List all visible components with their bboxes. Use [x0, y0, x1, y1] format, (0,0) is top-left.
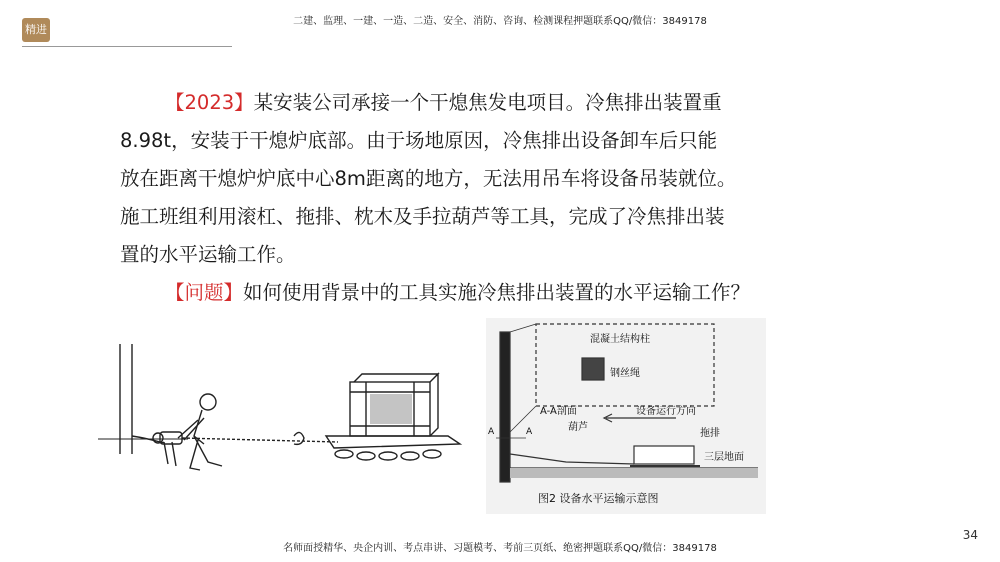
roller-5 [423, 450, 441, 458]
question-line-4: 施工班组利用滚杠、拖排、枕木及手拉葫芦等工具，完成了冷焦排出装 [120, 205, 725, 228]
direction-label: 设备运行方向 [636, 406, 696, 417]
question-line-5: 置的水平运输工作。 [120, 243, 296, 266]
question-line-3: 放在距离干熄炉炉底中心8m距离的地方，无法用吊车将设备吊装就位。 [120, 167, 737, 190]
crate-texture [370, 394, 412, 424]
transport-schematic [486, 318, 766, 514]
question-block [120, 84, 820, 312]
hanging-chain [164, 442, 176, 466]
column-label: 混凝土结构柱 [590, 334, 650, 345]
roller-1 [335, 450, 353, 458]
sled-label: 拖排 [700, 428, 720, 439]
section-mark-left: A [488, 427, 495, 437]
structure-wall [500, 332, 510, 482]
header-divider [22, 46, 232, 47]
logo-badge: 精进 [22, 18, 50, 42]
question-line-2: 8.98t，安装于干熄炉底部。由于场地原因，冷焦排出设备卸车后只能 [120, 129, 718, 152]
concrete-column [582, 358, 604, 380]
load-on-sled [634, 446, 694, 464]
header-contact-note: 二建、监理、一建、一造、二造、安全、消防、咨询、检测课程押题联系QQ/微信：3849178 [293, 16, 707, 27]
section-mark-right: A [526, 427, 533, 437]
section-label: A-A剖面 [540, 406, 577, 417]
footer-contact-note: 名师面授精华、央企内训、考点串讲、习题模考、考前三页纸、绝密押题联系QQ/微信：3849178 [283, 543, 717, 554]
figure-background [486, 318, 766, 514]
problem-text: 如何使用背景中的工具实施冷焦排出装置的水平运输工作？ [243, 281, 751, 304]
roller-2 [357, 452, 375, 460]
hauling-illustration [98, 344, 468, 494]
floor-slab [510, 468, 758, 478]
crate-inner-fill [370, 394, 412, 424]
question-line-1 [120, 84, 820, 122]
hoist-label: 葫芦 [568, 422, 588, 433]
sled-body [326, 436, 460, 448]
sled-hook [294, 432, 304, 444]
worker-legs [190, 436, 222, 470]
floor-label: 三层地面 [704, 452, 744, 463]
pull-chain [182, 438, 338, 442]
page-number: 34 [962, 528, 978, 542]
figure-caption: 图2 设备水平运输示意图 [538, 492, 659, 505]
problem-tag: 【问题】 [165, 281, 244, 304]
worker-head [200, 394, 216, 410]
year-tag: 【2023】 [165, 91, 254, 114]
rope-label: 钢丝绳 [610, 368, 640, 379]
question-line-text: 某安装公司承接一个干熄焦发电项目。冷焦排出装置重 [253, 91, 722, 114]
roller-3 [379, 452, 397, 460]
roller-4 [401, 452, 419, 460]
problem-line [120, 274, 820, 312]
